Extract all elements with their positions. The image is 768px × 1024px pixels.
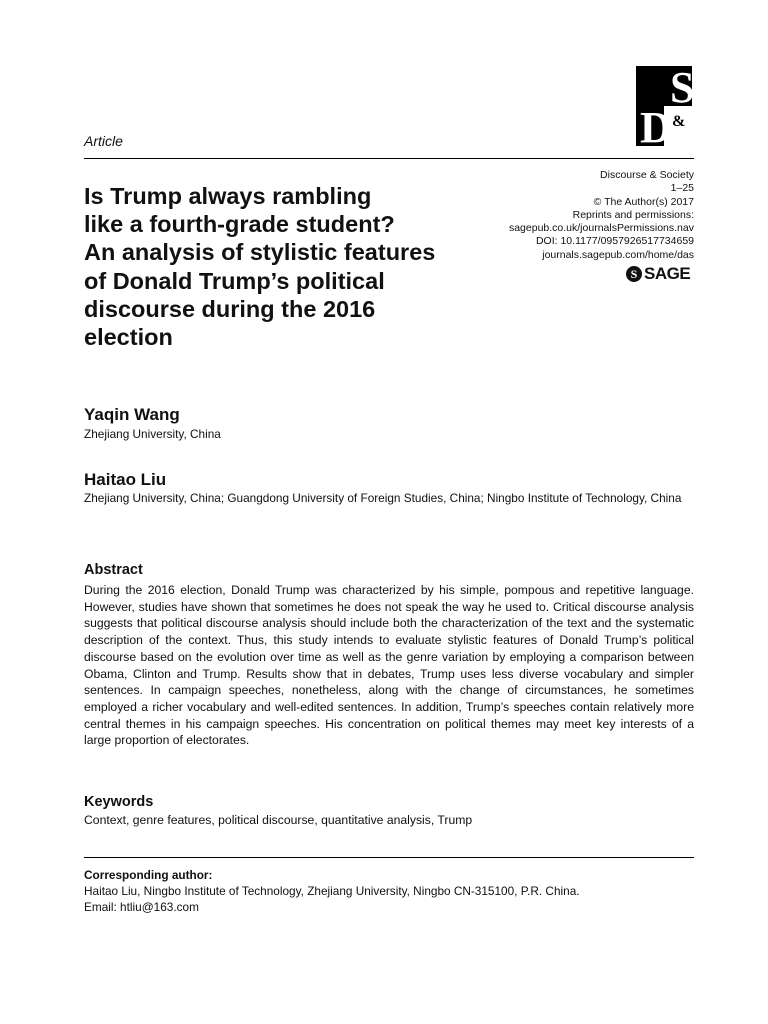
header-divider bbox=[84, 158, 694, 159]
corresponding-author-heading: Corresponding author: bbox=[84, 868, 213, 882]
journal-metadata bbox=[470, 169, 694, 262]
sage-wordmark: SAGE bbox=[644, 264, 691, 283]
doi[interactable]: DOI: 10.1177/0957926517734659 bbox=[535, 235, 694, 248]
abstract-text: During the 2016 election, Donald Trump was characterized by his simple, pompous and repetitive language. However, studies have shown that sometimes he does not speak the way he used to. Critical discourse analysis suggests that political discourse analysis should include both the characterization of the text and the systematic description of the context. Thus, this study intends to evaluate stylistic features of Donald Trump’s political discourse based on the evolution over time as well as the genre variation by employing a comparison between Obama, Clinton and Trump. Results show that in debates, Trump uses less diverse vocabulary and simpler sentences. In campaign speeches, nonetheless, along with the change of circumstances, he sometimes employed a richer vocabulary and well-edited sentences. In addition, Trump’s speeches contain relatively more central themes in his campaign speeches. His concentration on political themes may meet key interests of a large proportion of electorates. bbox=[84, 583, 694, 748]
footer-divider bbox=[84, 857, 694, 858]
title-line: of Donald Trump’s political bbox=[84, 267, 385, 294]
journal-logo bbox=[636, 63, 695, 152]
page-range: 1–25 bbox=[670, 182, 694, 195]
title-line: election bbox=[84, 324, 173, 351]
title-line: An analysis of stylistic features bbox=[84, 239, 436, 266]
corresponding-author-address: Haitao Liu, Ningbo Institute of Technology, Zhejiang University, Ningbo CN-315100, P.R. China. bbox=[84, 884, 580, 898]
title-line: like a fourth-grade student? bbox=[84, 211, 395, 238]
sage-publisher-logo bbox=[626, 264, 690, 284]
title-line: Is Trump always rambling bbox=[84, 183, 372, 209]
keywords-text: Context, genre features, political discourse, quantitative analysis, Trump bbox=[84, 813, 473, 827]
article-title bbox=[84, 182, 494, 351]
article-type-label: Article bbox=[84, 133, 123, 149]
copyright: © The Author(s) 2017 bbox=[593, 195, 694, 208]
author-affiliation: Zhejiang University, China bbox=[84, 427, 221, 441]
author-name: Haitao Liu bbox=[84, 470, 167, 489]
author-affiliation: Zhejiang University, China; Guangdong University of Foreign Studies, China; Ningbo Institute of Technology, China bbox=[84, 491, 682, 505]
title-line: discourse during the 2016 bbox=[84, 295, 376, 322]
abstract-heading: Abstract bbox=[84, 562, 143, 578]
corresponding-author-email[interactable]: Email: htliu@163.com bbox=[84, 900, 199, 914]
journal-link[interactable]: journals.sagepub.com/home/das bbox=[542, 248, 694, 261]
svg-text:S: S bbox=[670, 63, 695, 112]
reprints-link[interactable]: sagepub.co.uk/journalsPermissions.nav bbox=[508, 222, 694, 235]
reprints-label: Reprints and permissions: bbox=[572, 208, 694, 221]
svg-text:D: D bbox=[640, 103, 672, 152]
author-name: Yaqin Wang bbox=[84, 405, 180, 424]
journal-name: Discourse & Society bbox=[600, 169, 694, 181]
sage-circle-icon: S bbox=[626, 266, 642, 282]
svg-text:&: & bbox=[672, 113, 686, 130]
keywords-heading: Keywords bbox=[84, 794, 154, 810]
